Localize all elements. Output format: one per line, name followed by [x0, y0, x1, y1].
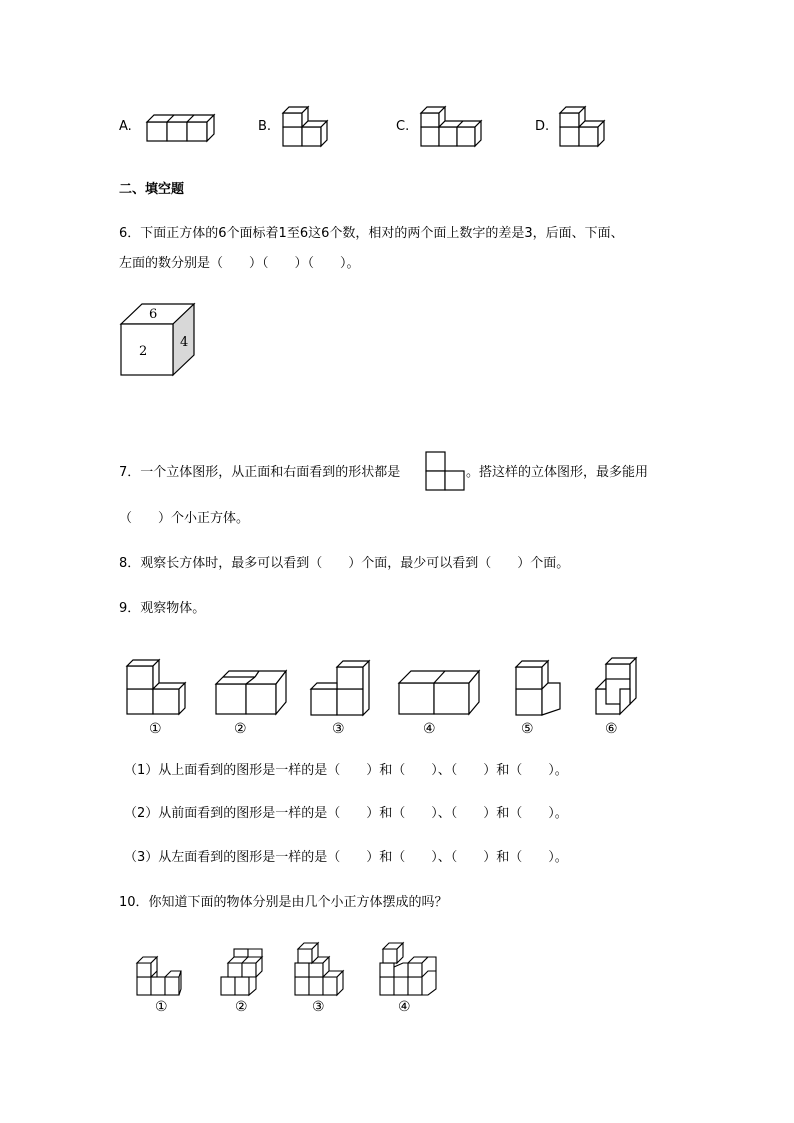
q7-line1-part2: 。搭这样的立体图形，最多能用: [466, 465, 649, 480]
option-c-label: C.: [396, 119, 410, 134]
q7-line2: （ ）个小正方体。: [119, 511, 250, 526]
q9-figure-1: [126, 659, 188, 715]
q9-sub3: （3）从左面看到的图形是一样的是（ ）和（ ）、（ ）和（ ）。: [124, 850, 568, 865]
option-a-label: A.: [119, 119, 132, 134]
q6-line1: 6．下面正方体的6个面标着1至6这6个数，相对的两个面上数字的差是3，后面、下面、: [119, 226, 624, 241]
q9-label-2: ②: [234, 721, 247, 737]
q9-figure-6: [595, 657, 643, 716]
q10-label-1: ①: [155, 999, 168, 1015]
q9-label-5: ⑤: [521, 721, 534, 737]
q10-figure-4: [379, 939, 439, 997]
q9-label-1: ①: [149, 721, 162, 737]
q6-cube-front-number: 2: [139, 344, 148, 359]
q9-figure-3: [310, 660, 372, 716]
q10-label-2: ②: [235, 999, 248, 1015]
q9-label-4: ④: [423, 721, 436, 737]
option-c-figure: [420, 106, 482, 148]
section-title: 二、填空题: [119, 182, 185, 197]
q10-label-3: ③: [312, 999, 325, 1015]
q7-view-shape: [425, 451, 465, 491]
q8-text: 8．观察长方体时，最多可以看到（ ）个面，最少可以看到（ ）个面。: [119, 556, 570, 571]
option-b-label: B.: [258, 119, 272, 134]
q7-line1-part1: 7．一个立体图形，从正面和右面看到的形状都是: [119, 465, 401, 480]
q10-figure-2: [220, 948, 266, 997]
q9-figure-2: [215, 670, 287, 715]
q9-label-6: ⑥: [605, 721, 618, 737]
q10-title: 10．你知道下面的物体分别是由几个小正方体摆成的吗？: [119, 895, 448, 910]
option-a-figure: [146, 114, 212, 142]
q10-label-4: ④: [398, 999, 411, 1015]
q10-figure-3: [294, 939, 346, 997]
option-d-figure: [559, 106, 607, 148]
q9-figure-4: [398, 670, 482, 715]
q9-title: 9．观察物体。: [119, 601, 206, 616]
q9-sub1: （1）从上面看到的图形是一样的是（ ）和（ ）、（ ）和（ ）。: [124, 763, 568, 778]
option-d-label: D.: [535, 119, 550, 134]
q10-figure-1: [136, 955, 182, 997]
q6-cube-side-number: 4: [180, 335, 189, 350]
q9-sub2: （2）从前面看到的图形是一样的是（ ）和（ ）、（ ）和（ ）。: [124, 806, 568, 821]
option-b-figure: [282, 106, 330, 148]
q9-label-3: ③: [332, 721, 345, 737]
q6-line2: 左面的数分别是（ ）（ ）（ ）。: [119, 256, 360, 271]
q9-figure-5: [515, 660, 563, 716]
q6-cube-top-number: 6: [149, 307, 158, 322]
